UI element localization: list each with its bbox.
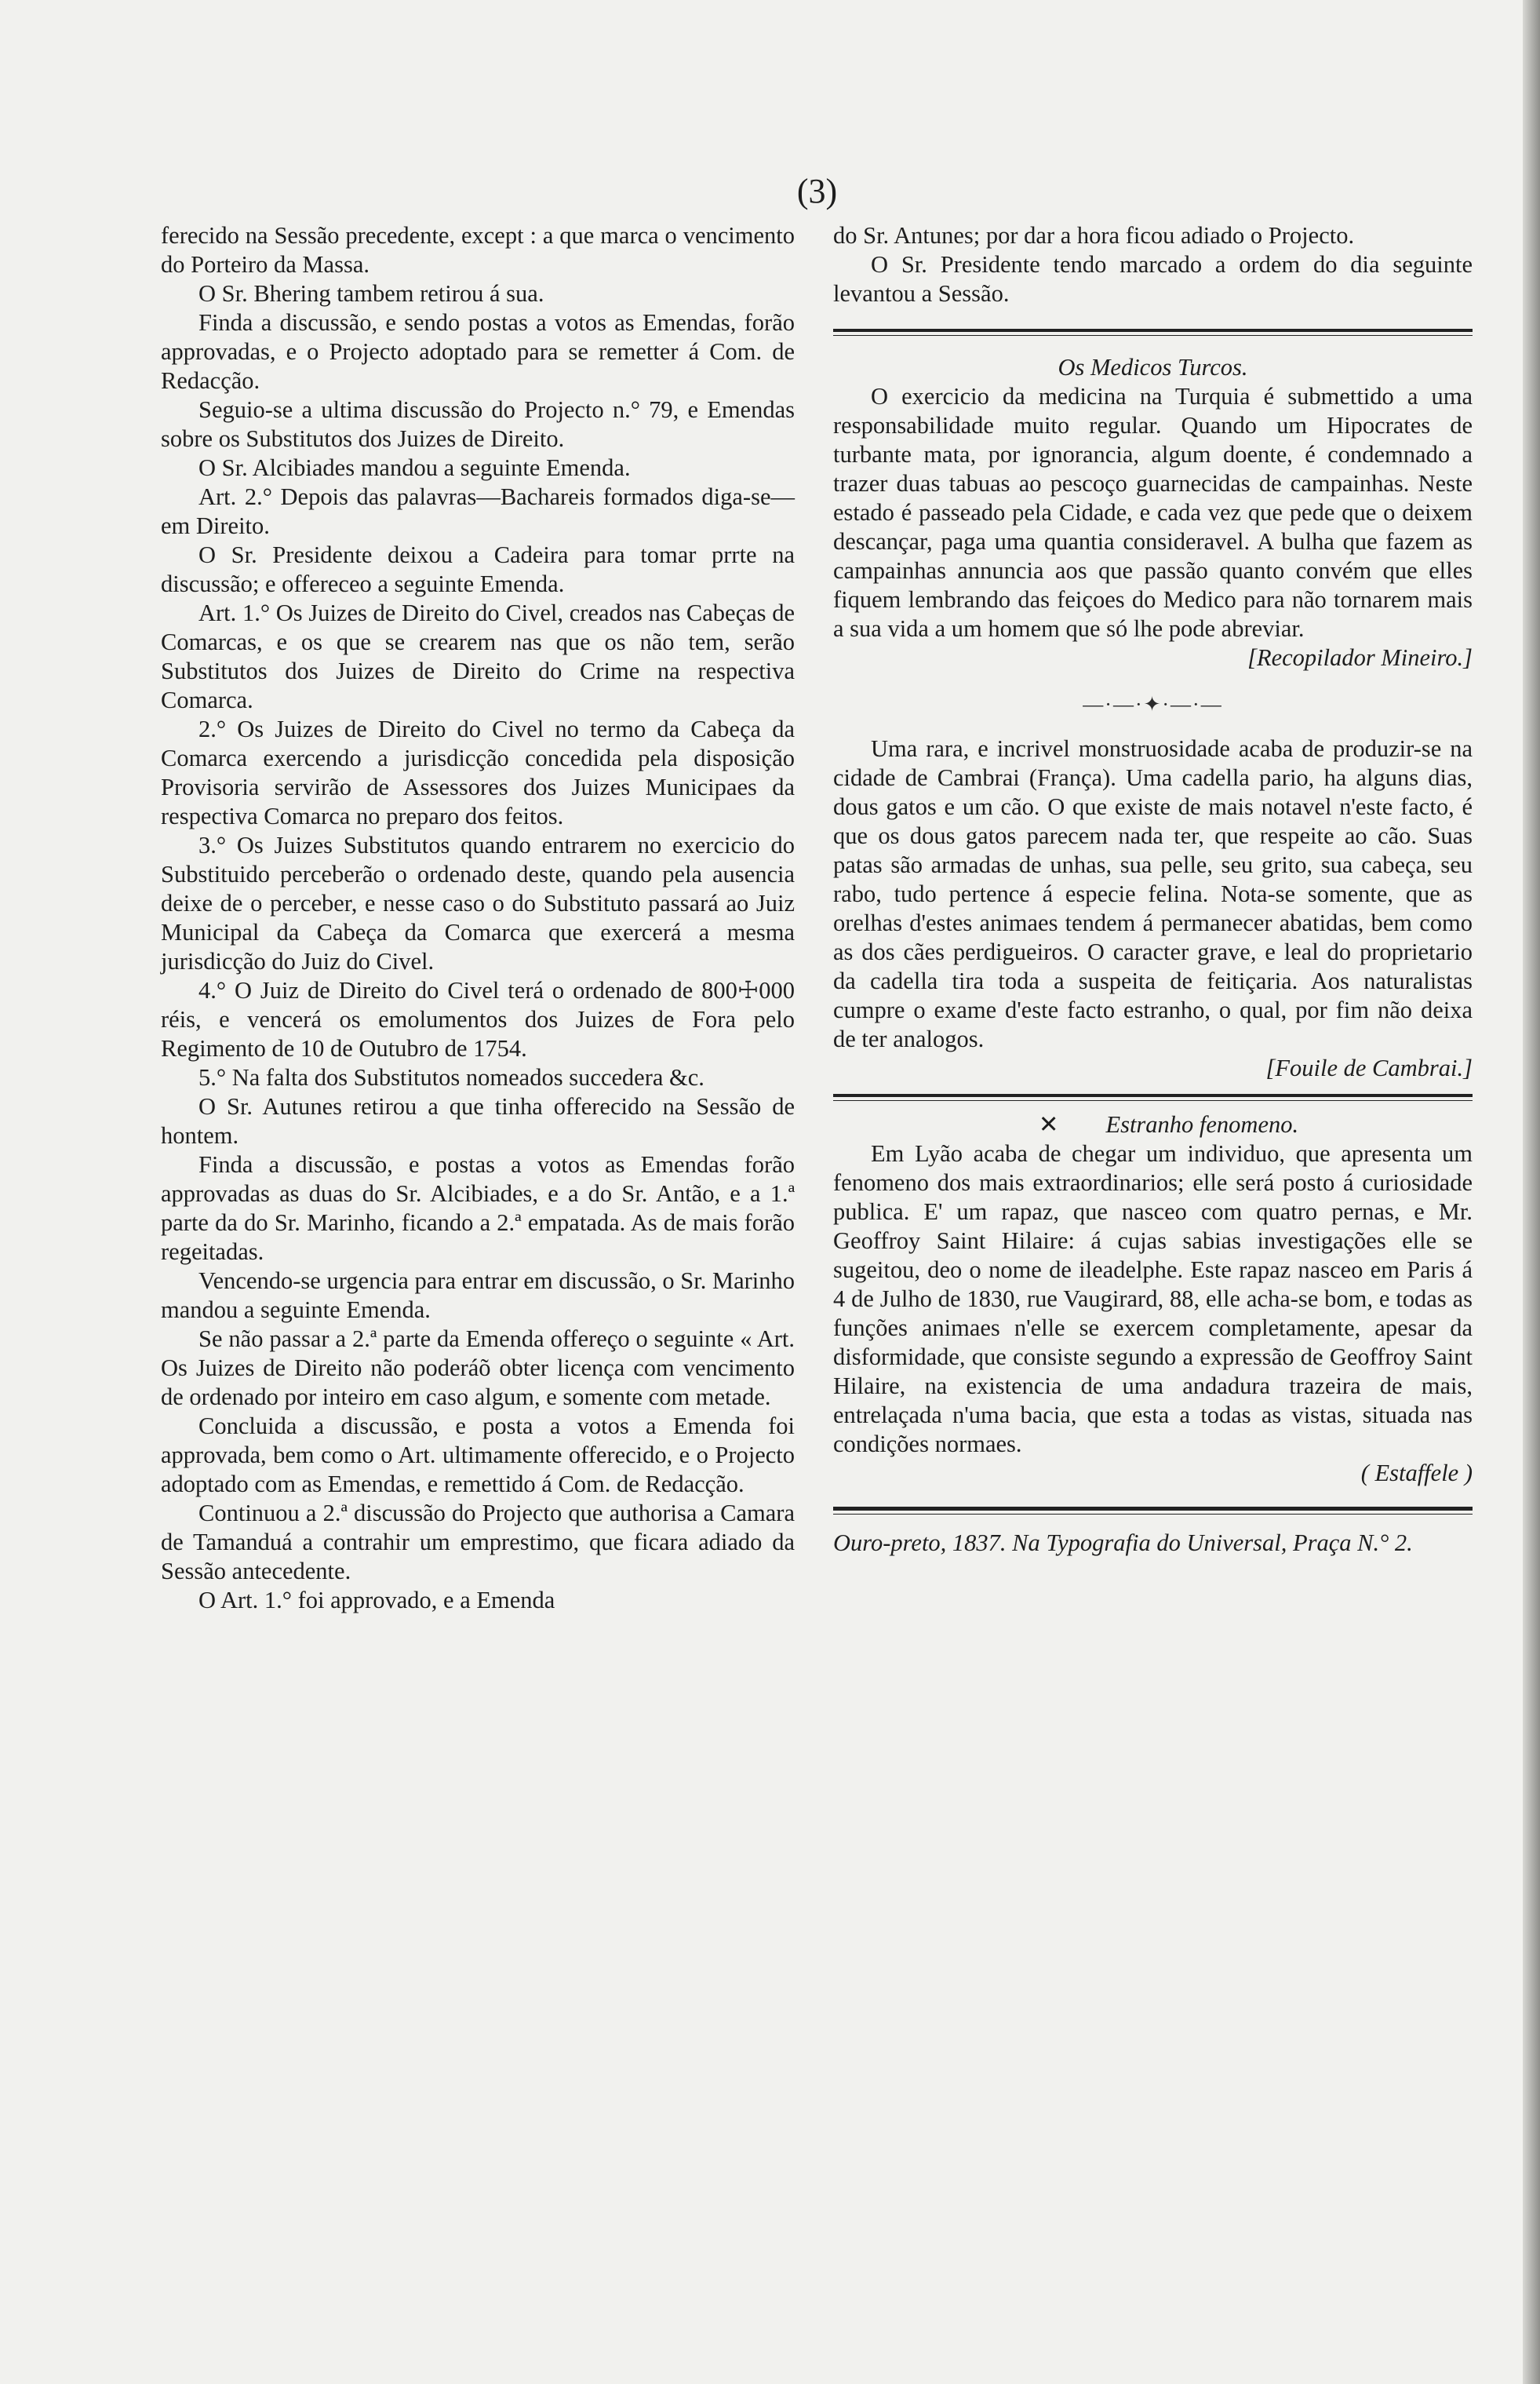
- left-column-paragraph: O Sr. Presidente deixou a Cadeira para tomar prrte na discussão; e offereceo a seguinte Emenda.: [161, 541, 795, 597]
- left-column-paragraph: O Sr. Autunes retirou a que tinha offerecido na Sessão de hontem.: [161, 1093, 795, 1149]
- left-column-paragraph: Concluida a discussão, e posta a votos a Emenda foi approvada, bem como o Art. ultimamente offerecido, e o Projecto adoptado com as Emendas, e remettido á Com. de Redacção.: [161, 1413, 795, 1497]
- left-column-paragraph: 3.° Os Juizes Substitutos quando entrarem no exercicio do Substituido perceberão o ordenado deste, quando pela ausencia deixe de o perceber, e nesse caso o do Substituto passará ao Juiz Municipal da Cabeça da Comarca que exercerá a mesma jurisdicção do Juiz do Civel.: [161, 832, 795, 975]
- left-column-paragraph: Vencendo-se urgencia para entrar em discussão, o Sr. Marinho mandou a seguinte Emenda.: [161, 1267, 795, 1323]
- page-number: (3): [796, 172, 838, 210]
- printer-imprint: Ouro-preto, 1837. Na Typografia do Universal, Praça N.° 2.: [833, 1529, 1413, 1556]
- left-column-paragraph: Art. 2.° Depois das palavras—Bachareis formados diga-se—em Direito.: [161, 483, 795, 539]
- left-column-paragraph: 4.° O Juiz de Direito do Civel terá o ordenado de 800☩000 réis, e vencerá os emolumentos dos Juizes de Fora pelo Regimento de 10 de Outubro de 1754.: [161, 977, 795, 1062]
- article-heading-estranho: [833, 1110, 1473, 1139]
- left-column-paragraph: O Sr. Bhering tambem retirou á sua.: [198, 280, 544, 307]
- page-edge-shadow: [1523, 0, 1540, 2384]
- session-closing-paragraphs: [833, 221, 1473, 308]
- article-body-estranho: Em Lyão acaba de chegar um individuo, que apresenta um fenomeno dos mais extraordinarios; elle será posto á curiosidade publica. E' um rapaz, que nasceo com quatro pernas, e Mr. Geoffroy Saint Hilaire: á cujas sabias investigações elle se sugeitou, deo o nome de ileadelphe. Este rapaz nasceo em Paris á 4 de Julho de 1830, rue Vaugirard, 88, elle acha-se bom, e todas as funções animaes n'elle se exercem completamente, apesar da disformidade, que consiste segundo a expressão de Geoffroy Saint Hilaire, na existencia de uma andadura trazeira de mais, entrelaçada n'uma bacia, que esta a todas as vistas, situada nas condições normaes.: [833, 1140, 1473, 1457]
- left-column-paragraph: Continuou a 2.ª discussão do Projecto que authorisa a Camara de Tamanduá a contrahir um emprestimo, que ficara adiado da Sessão antecedente.: [161, 1500, 795, 1584]
- session-paragraph: do Sr. Antunes; por dar a hora ficou adiado o Projecto.: [833, 222, 1355, 249]
- left-column-paragraph: Art. 1.° Os Juizes de Direito do Civel, creados nas Cabeças de Comarcas, e os que se crearem nas que os não tem, serão Substitutos dos Juizes de Direito do Crime na respectiva Comarca.: [161, 600, 795, 713]
- section-divider-2: [833, 1094, 1473, 1101]
- left-column-paragraphs: [161, 221, 795, 1615]
- left-column-paragraph: 2.° Os Juizes de Direito do Civel no termo da Cabeça da Comarca exercendo a jurisdicção concedida pela disposição Provisoria servirão de Assessores dos Juizes Municipaes da respectiva Comarca no preparo dos feitos.: [161, 716, 795, 829]
- article-source-cambrai: [Fouile de Cambrai.]: [1265, 1055, 1473, 1081]
- left-column-paragraph: O Sr. Alcibiades mandou a seguinte Emenda.: [198, 454, 631, 481]
- left-column-paragraph: ferecido na Sessão precedente, except : a que marca o vencimento do Porteiro da Massa.: [161, 222, 795, 278]
- left-column-paragraph: Seguio-se a ultima discussão do Projecto n.° 79, e Emendas sobre os Substitutos dos Juizes de Direito.: [161, 396, 795, 452]
- article-body-medicos-turcos: O exercicio da medicina na Turquia é submettido a uma responsabilidade muito regular. Quando um Hipocrates de turbante mata, por ignorancia, algum doente, é condemnado a trazer duas tabuas ao pescoço guarnecidas de campainhas. Neste estado é passeado pela Cidade, e cada vez que pede que o deixem descançar, paga uma quantia consideravel. A bulha que fazem as campainhas annuncia aos que passão quanto convém que elles fiquem lembrando das feiçoes do Medico para não tornarem mais a sua vida a um homem que só lhe pode abreviar.: [833, 383, 1473, 642]
- article-body-cambrai: Uma rara, e incrivel monstruosidade acaba de produzir-se na cidade de Cambrai (França). Uma cadella pario, ha alguns dias, dous gatos e um cão. O que existe de mais notavel n'este facto, é que os dous gatos parecem nada ter, que respeite ao cão. Suas patas são armadas de unhas, sua pelle, seu grito, sua cabeça, seu rabo, tudo pertence á especie felina. Nota-se somente, que as orelhas d'estes animaes tendem á permanecer abatidas, bem como as dos cães perdigueiros. O caracter grave, e leal do proprietario da cadella tira toda a suspeita de feitiçaria. Aos naturalistas cumpre o exame d'este facto estranho, o qual, por fim não deixa de ter analogos.: [833, 735, 1473, 1052]
- left-column: [161, 221, 795, 1615]
- article-source-recopilador: [Recopilador Mineiro.]: [1247, 644, 1473, 671]
- imprint-rule: [833, 1507, 1473, 1515]
- ornament-divider: —·—·✦·—·—: [1083, 693, 1223, 716]
- left-column-paragraph: Se não passar a 2.ª parte da Emenda offereço o seguinte « Art. Os Juizes de Direito não poderáõ obter licença com vencimento de ordenado por inteiro em caso algum, e somente com metade.: [161, 1325, 795, 1410]
- article-heading-medicos-turcos: Os Medicos Turcos.: [1058, 354, 1248, 381]
- left-column-paragraph: 5.° Na falta dos Substitutos nomeados succedera &c.: [198, 1064, 704, 1091]
- left-column-paragraph: Finda a discussão, e sendo postas a votos as Emendas, forão approvadas, e o Projecto adoptado para se remetter á Com. de Redacção.: [161, 309, 795, 394]
- handwritten-cross-mark: ✕: [1038, 1111, 1059, 1138]
- article-heading-estranho-text: Estranho fenomeno.: [1105, 1111, 1299, 1138]
- left-column-paragraph: Finda a discussão, e postas a votos as Emendas forão approvadas as duas do Sr. Alcibiades, e a do Sr. Antão, e a 1.ª parte da do Sr. Marinho, ficando a 2.ª empatada. As de mais forão regeitadas.: [161, 1151, 795, 1265]
- article-source-estaffele: ( Estaffele ): [1360, 1460, 1473, 1486]
- section-divider: [833, 329, 1473, 336]
- session-paragraph: O Sr. Presidente tendo marcado a ordem do dia seguinte levantou a Sessão.: [833, 251, 1473, 307]
- left-column-paragraph: O Art. 1.° foi approvado, e a Emenda: [198, 1587, 555, 1613]
- right-column: [833, 221, 1473, 1558]
